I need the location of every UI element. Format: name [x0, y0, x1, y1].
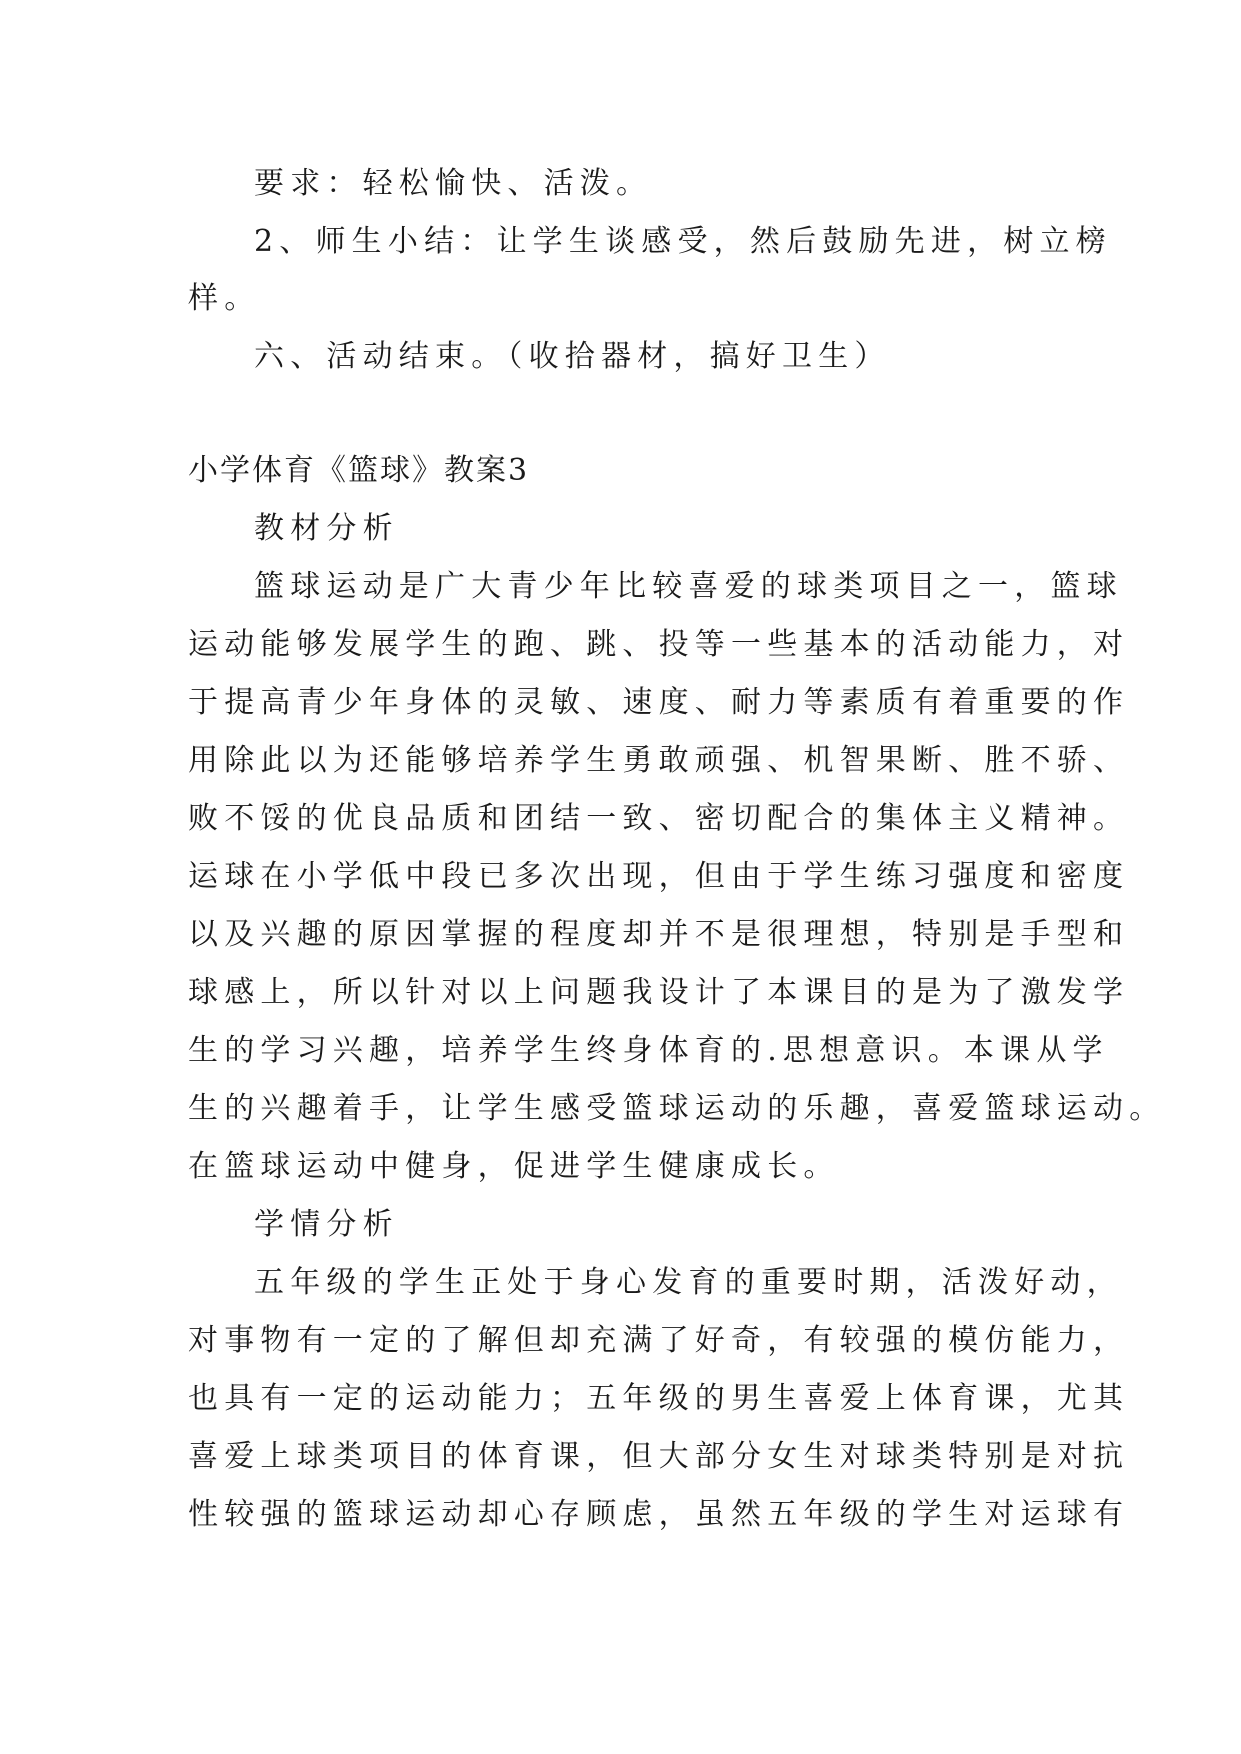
material-paragraph-line: 运动能够发展学生的跑、跳、投等一些基本的活动能力，对	[188, 627, 1130, 662]
material-paragraph-line: 球感上，所以针对以上问题我设计了本课目的是为了激发学	[188, 975, 1130, 1010]
subheading-student-analysis: 学情分析	[254, 1207, 399, 1242]
paragraph-requirement: 要求：轻松愉快、活泼。	[254, 166, 653, 201]
subheading-material-analysis: 教材分析	[254, 511, 399, 546]
material-paragraph-line: 生的兴趣着手，让学生感受篮球运动的乐趣，喜爱篮球运动。	[188, 1091, 1166, 1126]
student-paragraph-line: 性较强的篮球运动却心存顾虑，虽然五年级的学生对运球有	[188, 1497, 1130, 1532]
student-paragraph-line: 对事物有一定的了解但却充满了好奇，有较强的模仿能力，	[188, 1323, 1130, 1358]
material-paragraph-line: 以及兴趣的原因掌握的程度却并不是很理想，特别是手型和	[188, 917, 1130, 952]
material-paragraph-line: 败不馁的优良品质和团结一致、密切配合的集体主义精神。	[188, 801, 1130, 836]
student-paragraph-line: 也具有一定的运动能力；五年级的男生喜爱上体育课，尤其	[188, 1381, 1130, 1416]
material-paragraph-line: 篮球运动是广大青少年比较喜爱的球类项目之一，篮球	[254, 569, 1123, 604]
material-paragraph-line: 生的学习兴趣，培养学生终身体育的.思想意识。本课从学	[188, 1033, 1109, 1068]
material-paragraph-line: 在篮球运动中健身，促进学生健康成长。	[188, 1149, 840, 1184]
material-paragraph-line: 用除此以为还能够培养学生勇敢顽强、机智果断、胜不骄、	[188, 743, 1130, 778]
material-paragraph-line: 于提高青少年身体的灵敏、速度、耐力等素质有着重要的作	[188, 685, 1130, 720]
section-title: 小学体育《篮球》教案3	[188, 453, 530, 488]
paragraph-summary-line-1: 2、师生小结：让学生谈感受，然后鼓励先进，树立榜	[254, 224, 1112, 259]
student-paragraph-line: 五年级的学生正处于身心发育的重要时期，活泼好动，	[254, 1265, 1123, 1300]
student-paragraph-line: 喜爱上球类项目的体育课，但大部分女生对球类特别是对抗	[188, 1439, 1130, 1474]
paragraph-summary-line-2: 样。	[188, 281, 261, 316]
material-paragraph-line: 运球在小学低中段已多次出现，但由于学生练习强度和密度	[188, 859, 1130, 894]
paragraph-activity-end: 六、活动结束。（收拾器材，搞好卫生）	[254, 339, 891, 374]
